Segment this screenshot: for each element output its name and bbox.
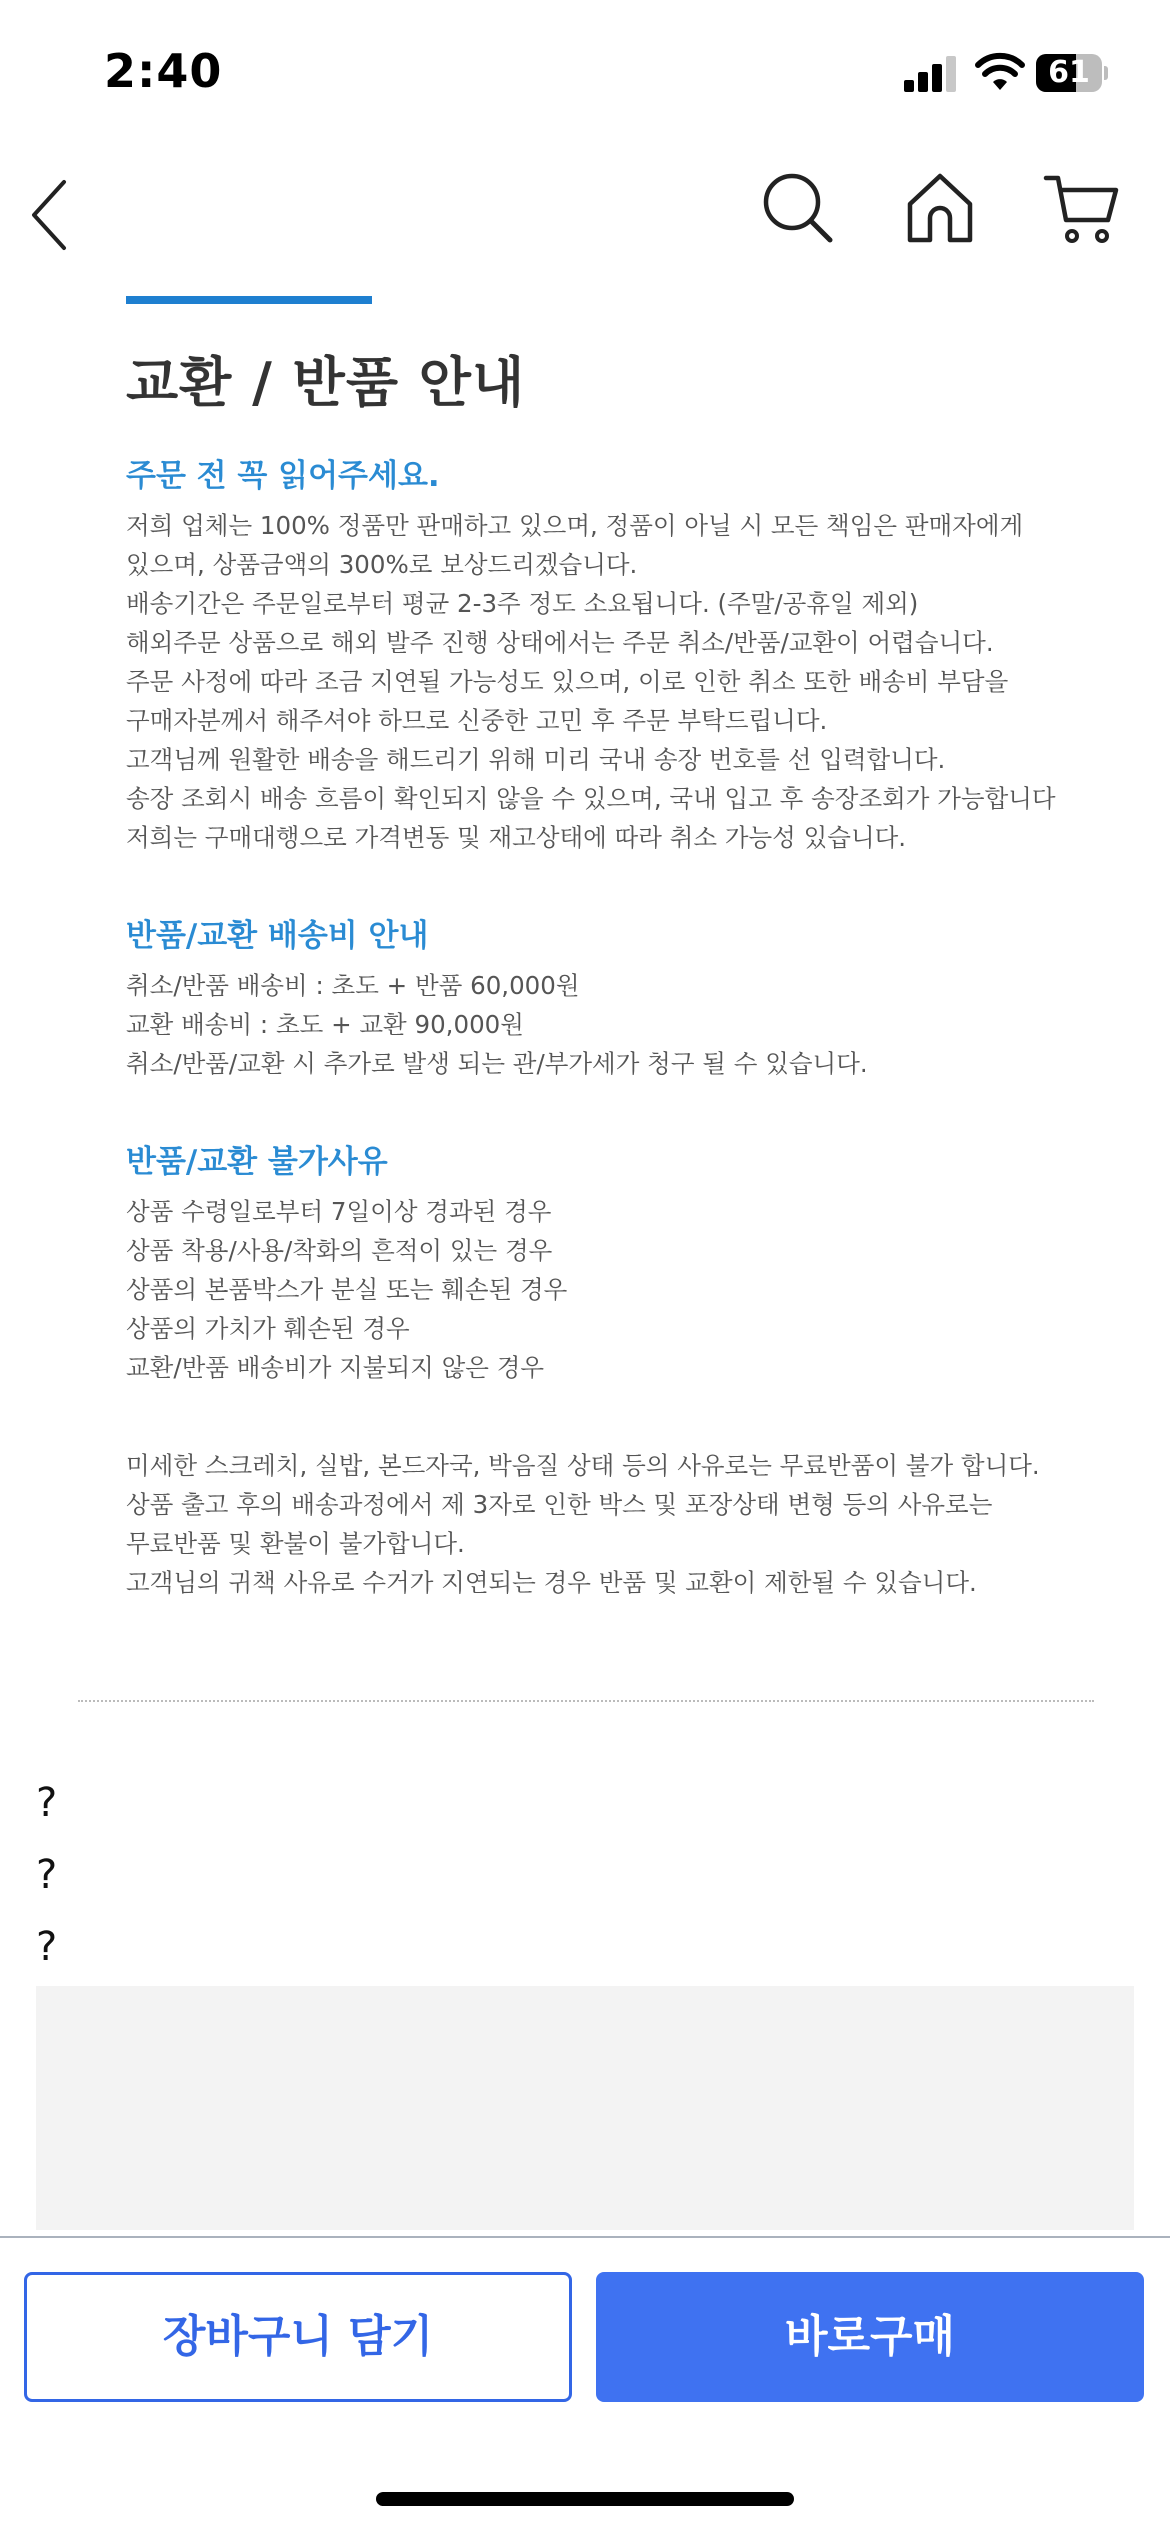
content-placeholder-box [36,1986,1134,2230]
text-line: 상품의 가치가 훼손된 경우 [126,1314,410,1343]
text-line: 배송기간은 주문일로부터 평균 2-3주 정도 소요됩니다. (주말/공휴일 제외) [126,589,919,618]
top-nav [0,150,1170,280]
section-heading-not-returnable: 반품/교환 불가사유 [126,1144,388,1180]
text-line: 주문 사정에 따라 조금 지연될 가능성도 있으며, 이로 인한 취소 또한 배송비 부담을 [126,667,1009,696]
section-heading-shipping-fee: 반품/교환 배송비 안내 [126,918,429,954]
text-line: 있으며, 상품금액의 300%로 보상드리겠습니다. [126,550,638,579]
text-line: 해외주문 상품으로 해외 발주 진행 상태에서는 주문 취소/반품/교환이 어렵습니다. [126,628,994,657]
wifi-icon [975,52,1025,92]
battery-icon [1036,54,1108,92]
text-line: 상품 출고 후의 배송과정에서 제 3자로 인한 박스 및 포장상태 변형 등의 사유로는 [126,1490,993,1519]
page-title: 교환 / 반품 안내 [126,351,526,414]
text-line: 송장 조회시 배송 흐름이 확인되지 않을 수 있으며, 국내 입고 후 송장조회가 가능합니다 [126,784,1056,813]
buy-now-button[interactable]: 바로구매 [596,2272,1144,2402]
text-line: 저희는 구매대행으로 가격변동 및 재고상태에 따라 취소 가능성 있습니다. [126,823,907,852]
text-line: 상품 수령일로부터 7일이상 경과된 경우 [126,1197,552,1226]
add-to-cart-button[interactable]: 장바구니 담기 [24,2272,572,2402]
text-line: 고객님의 귀책 사유로 수거가 지연되는 경우 반품 및 교환이 제한될 수 있습니다. [126,1568,977,1597]
cart-icon [1042,168,1122,248]
additional-notice [126,1446,1086,1602]
battery-percent: 61 [1048,55,1090,90]
title-accent-bar [126,296,372,304]
text-line: 교환 배송비 : 초도 + 교환 90,000원 [126,1010,524,1039]
text-line: 취소/반품/교환 시 추가로 발생 되는 관/부가세가 청구 될 수 있습니다. [126,1049,868,1078]
status-time: 2:40 [104,44,223,98]
dotted-divider [78,1700,1094,1702]
section-body-notice [126,506,1086,857]
section-body-not-returnable [126,1192,1086,1387]
text-line: 고객님께 원활한 배송을 해드리기 위해 미리 국내 송장 번호를 선 입력합니다. [126,745,946,774]
cellular-signal-icon [904,56,958,92]
home-button[interactable] [900,168,980,248]
text-line: 상품의 본품박스가 분실 또는 훼손된 경우 [126,1275,568,1304]
text-line: 교환/반품 배송비가 지불되지 않은 경우 [126,1353,545,1382]
text-line: 구매자분께서 해주셔야 하므로 신중한 고민 후 주문 부탁드립니다. [126,706,828,735]
bottom-action-bar [0,2236,1170,2532]
chevron-left-icon [20,170,90,260]
placeholder-glyph: ? [36,1780,58,1826]
placeholder-glyph: ? [36,1924,58,1970]
exchange-return-info [0,280,1170,2230]
home-indicator[interactable] [376,2492,794,2506]
search-button[interactable] [758,168,838,248]
home-icon [900,168,980,248]
text-line: 저희 업체는 100% 정품만 판매하고 있으며, 정품이 아닐 시 모든 책임은 판매자에게 [126,511,1024,540]
text-line: 취소/반품 배송비 : 초도 + 반품 60,000원 [126,971,580,1000]
search-icon [758,168,838,248]
placeholder-glyph: ? [36,1852,58,1898]
back-button[interactable] [20,170,90,260]
text-line: 무료반품 및 환불이 불가합니다. [126,1529,465,1558]
section-heading-notice: 주문 전 꼭 읽어주세요. [126,458,440,494]
cart-button[interactable] [1042,168,1122,248]
text-line: 미세한 스크레치, 실밥, 본드자국, 박음질 상태 등의 사유로는 무료반품이 불가 합니다. [126,1451,1040,1480]
status-bar [0,0,1170,150]
section-body-shipping-fee [126,966,1086,1083]
text-line: 상품 착용/사용/착화의 흔적이 있는 경우 [126,1236,553,1265]
